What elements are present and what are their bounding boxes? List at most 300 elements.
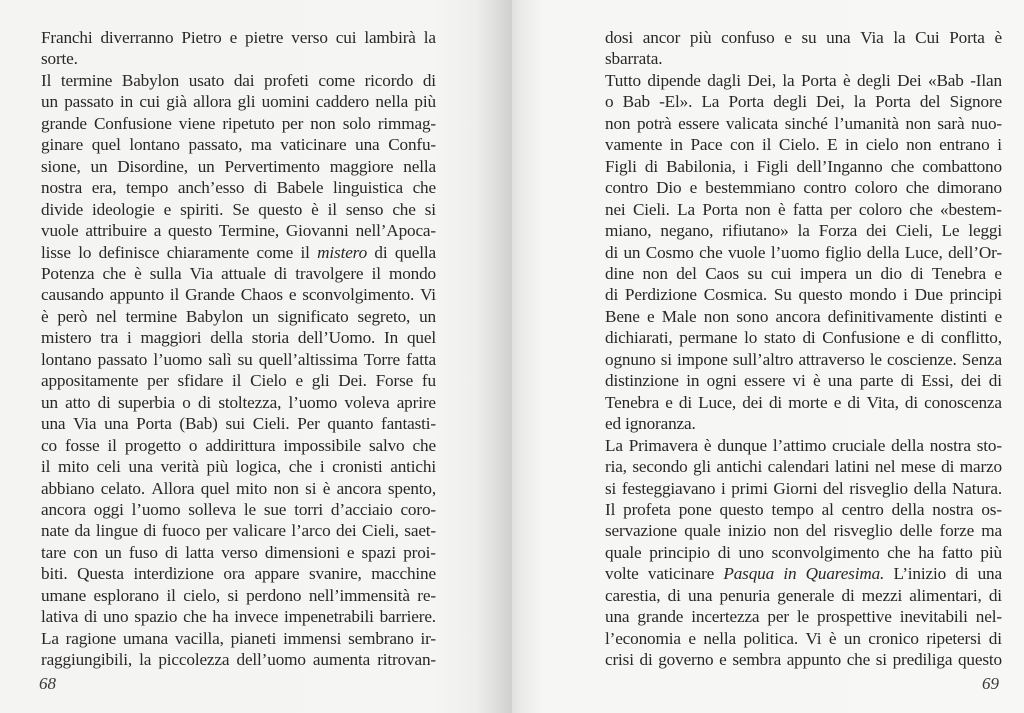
word: principio — [649, 542, 710, 562]
word: politica. — [743, 628, 798, 648]
word: Caos — [705, 263, 739, 283]
word: pietre — [245, 28, 284, 47]
word: ideologie — [92, 199, 155, 219]
word: Signore — [949, 92, 1002, 112]
word: i — [743, 156, 749, 176]
word: leggi — [968, 221, 1002, 241]
word: la — [782, 70, 795, 90]
word: valicata — [725, 113, 779, 133]
word: quel — [91, 135, 121, 155]
word: antichi — [716, 457, 763, 477]
word: biti. — [41, 564, 68, 584]
word: uomini — [261, 92, 310, 112]
word: su — [801, 28, 817, 47]
word: cruciale — [832, 435, 886, 455]
word: inevitabili — [899, 607, 968, 627]
word: torri — [294, 499, 324, 519]
word: che — [846, 650, 871, 670]
text-line — [605, 199, 1002, 220]
word: di — [253, 178, 267, 198]
word: del — [676, 263, 697, 283]
word: i — [720, 478, 726, 498]
word: In — [384, 328, 399, 348]
word: ginare — [41, 135, 84, 155]
word: lontano — [129, 135, 180, 155]
word: ha — [918, 542, 935, 562]
word: diverranno — [100, 28, 174, 47]
word: sconvolgimento — [771, 542, 880, 562]
word: ma — [250, 135, 272, 155]
word: mezzi — [861, 585, 903, 605]
word: vamente — [605, 135, 663, 155]
word: non — [773, 521, 799, 541]
word: Cieli. — [632, 199, 670, 219]
word: oggi — [93, 499, 124, 519]
word: Dio — [656, 178, 682, 198]
word: nella — [403, 156, 436, 176]
text-line — [605, 413, 1002, 434]
word: questo — [168, 221, 213, 241]
word: un — [623, 242, 641, 262]
word: del — [823, 478, 844, 498]
italic-word: in — [783, 564, 797, 584]
word: dei — [866, 221, 887, 241]
text-line — [605, 27, 1002, 48]
word: cui — [335, 28, 357, 47]
word: dai — [233, 70, 255, 90]
word: saet- — [404, 521, 436, 541]
word: alimentari, — [909, 585, 982, 605]
word: Babylon — [185, 306, 244, 326]
word: ripetersi — [926, 628, 982, 648]
text-line — [41, 177, 436, 198]
word: cronico — [868, 628, 919, 648]
word: profeti — [264, 70, 309, 90]
word: inizio — [727, 521, 767, 541]
word: celato. — [100, 478, 146, 498]
text-line — [41, 113, 436, 134]
text-line — [41, 27, 436, 48]
word: Vi — [420, 285, 436, 305]
word: in — [686, 371, 700, 391]
word: sbarrata. — [605, 49, 663, 69]
word: Per — [297, 414, 320, 434]
word: di — [644, 156, 658, 176]
word: solleva — [188, 499, 236, 519]
word: d’acciaio — [330, 499, 393, 519]
word: essere — [744, 371, 786, 391]
word: nel- — [975, 607, 1002, 627]
word: il — [327, 199, 337, 219]
word: definisce — [98, 242, 160, 262]
text-line — [605, 392, 1002, 413]
word: ora — [223, 564, 245, 584]
word: potrà — [636, 113, 672, 133]
word: di — [988, 628, 1002, 648]
word: conflitto, — [940, 328, 1002, 348]
word: grande — [41, 113, 87, 133]
word: Termine, — [218, 221, 280, 241]
word: non — [642, 263, 668, 283]
word: segreto, — [357, 306, 411, 326]
word: ria, — [605, 457, 627, 477]
word: ir- — [420, 628, 436, 648]
word: dio — [880, 263, 902, 283]
word: di — [904, 392, 918, 412]
word: l’attimo — [772, 435, 827, 455]
word: dell’Inganno — [796, 156, 883, 176]
word: aprire — [396, 392, 436, 412]
word: divide — [41, 199, 84, 219]
word: impera — [799, 263, 847, 283]
word: verso — [291, 28, 328, 47]
word: nel — [96, 306, 117, 326]
word: ma — [981, 521, 1002, 541]
word: in — [669, 135, 683, 155]
word: sarà — [937, 113, 965, 133]
word: volte — [605, 564, 639, 584]
word: barriere. — [379, 607, 436, 627]
word: cielo, — [183, 585, 220, 605]
word: gli — [237, 92, 256, 112]
word: per — [281, 113, 304, 133]
word: nate — [41, 521, 70, 541]
word: stoltezza, — [218, 392, 282, 412]
word: sconvolgimento. — [302, 285, 415, 305]
word: questo — [258, 199, 303, 219]
right-page-number: 69 — [982, 674, 999, 693]
word: lo — [744, 328, 758, 348]
word: Bab — [622, 92, 650, 112]
text-line — [41, 478, 436, 499]
word: si — [227, 585, 239, 605]
word: una — [826, 28, 851, 47]
word: Cielo — [250, 371, 287, 391]
word: permane — [679, 328, 738, 348]
word: che — [412, 435, 436, 455]
word: addirittura — [205, 435, 276, 455]
word: solo — [342, 113, 371, 133]
word: dell’Uomo. — [297, 328, 376, 348]
word: è — [322, 478, 331, 498]
word: da — [74, 521, 91, 541]
word: che — [909, 199, 933, 219]
word: il — [166, 585, 176, 605]
left-page-number: 68 — [39, 674, 56, 693]
word: Le — [941, 221, 960, 241]
word: ed — [605, 414, 626, 434]
word: parte — [859, 371, 894, 391]
word: contro — [803, 178, 847, 198]
word: ancor — [642, 28, 681, 47]
word: vuole — [727, 242, 766, 262]
word: come — [318, 70, 355, 90]
word: i — [126, 328, 132, 348]
text-line — [605, 499, 1002, 520]
word: è — [311, 199, 319, 219]
word: fu — [421, 371, 436, 391]
word: Pietro — [181, 28, 222, 47]
word: -Ilan — [970, 70, 1002, 90]
word: dei — [960, 371, 982, 391]
word: è — [777, 199, 786, 219]
word: una — [41, 414, 66, 434]
word: attraverso — [798, 349, 865, 369]
word: una — [687, 585, 713, 605]
word: Babilonia, — [666, 156, 736, 176]
word: è — [41, 306, 49, 326]
word: nell’immensità — [308, 585, 410, 605]
word: un — [855, 263, 873, 283]
word: dichiarati, — [605, 328, 673, 348]
word: di — [988, 585, 1002, 605]
word: vaticinare — [280, 135, 347, 155]
word: tempo — [771, 499, 814, 519]
text-line — [41, 48, 436, 69]
right-page — [512, 0, 1024, 713]
word: ignoranza. — [625, 414, 696, 434]
word: Cielo. — [778, 135, 820, 155]
word: dunque — [717, 435, 768, 455]
word: Natura. — [951, 478, 1002, 498]
word: appunto — [109, 285, 164, 305]
text-line — [41, 649, 436, 670]
word: viene — [178, 113, 216, 133]
word: termine — [60, 70, 113, 90]
word: nella — [703, 628, 736, 648]
word: e — [163, 199, 172, 219]
word: l’uomo — [131, 499, 181, 519]
word: gli — [693, 457, 711, 477]
left-page-body — [41, 27, 436, 671]
word: la — [797, 221, 810, 241]
word: Porta — [702, 199, 738, 219]
word: quella — [394, 242, 436, 262]
word: è — [828, 628, 837, 648]
word: di — [97, 392, 111, 412]
word: proi- — [403, 542, 436, 562]
word: governo — [658, 650, 714, 670]
word: festeggiavano — [621, 478, 716, 498]
word: il — [41, 457, 51, 477]
word: Cui — [915, 28, 940, 47]
word: La — [701, 92, 720, 112]
word: di — [605, 285, 619, 305]
word: della — [210, 328, 243, 348]
word: non — [906, 135, 932, 155]
word: il — [300, 242, 310, 262]
word: una — [355, 135, 380, 155]
word: Forza — [818, 221, 858, 241]
word: sulla — [149, 263, 182, 283]
word: si — [424, 199, 436, 219]
text-line — [605, 220, 1002, 241]
word: della — [891, 499, 925, 519]
word: Confu- — [388, 135, 436, 155]
word: l’uomo — [770, 242, 820, 262]
word: centro — [841, 499, 884, 519]
word: Disordine, — [117, 156, 188, 176]
word: un — [419, 306, 436, 326]
word: Vita, — [866, 392, 899, 412]
word: E — [827, 135, 838, 155]
word: per — [830, 199, 852, 219]
word: del — [805, 521, 827, 541]
word: fatto — [941, 542, 973, 562]
word: Tutto — [605, 70, 641, 90]
word: fatta — [792, 199, 823, 219]
word: vaticinare — [647, 564, 715, 584]
word: lambirà — [364, 28, 416, 47]
word: sue — [263, 499, 287, 519]
word: non — [273, 478, 299, 498]
word: e — [994, 263, 1002, 283]
word: chiaramente — [166, 242, 250, 262]
italic-word: Pasqua — [723, 564, 775, 584]
word: rifiutano» — [722, 221, 789, 241]
word: si — [305, 478, 317, 498]
word: o — [182, 392, 191, 412]
word: quel — [200, 478, 230, 498]
word: entrano — [939, 135, 990, 155]
word: Via — [860, 28, 884, 47]
word: passato — [64, 92, 114, 112]
word: contro — [605, 178, 649, 198]
text-line — [41, 156, 436, 177]
word: conoscenza — [924, 392, 1002, 412]
word: nostra — [929, 435, 971, 455]
word: della — [913, 478, 947, 498]
word: un — [104, 542, 122, 562]
word: di — [605, 242, 619, 262]
word: ancora — [775, 306, 821, 326]
word: fuso — [128, 542, 158, 562]
word: sembrano — [348, 628, 414, 648]
word: Figli — [756, 156, 789, 176]
word: salvo — [368, 435, 405, 455]
text-line — [605, 113, 1002, 134]
word: nostra — [41, 178, 83, 198]
word: celi — [96, 457, 121, 477]
word: non — [605, 113, 631, 133]
word: è — [994, 28, 1002, 47]
text-line — [41, 220, 436, 241]
word: e — [719, 650, 727, 670]
word: è — [843, 70, 851, 90]
word: sono — [736, 306, 769, 326]
text-line — [605, 91, 1002, 112]
word: che — [102, 263, 126, 283]
word: con — [73, 542, 98, 562]
word: tare — [41, 542, 67, 562]
text-line — [41, 306, 436, 327]
word: però — [57, 306, 88, 326]
word: il — [107, 435, 117, 455]
word: Confusione — [822, 328, 901, 348]
word: sinché — [784, 113, 828, 133]
word: delle — [899, 521, 933, 541]
word: dagli — [707, 70, 741, 90]
word: si — [605, 478, 617, 498]
word: Luce, — [904, 242, 943, 262]
word: nella — [375, 92, 409, 112]
word: il — [232, 371, 242, 391]
word: sembra — [732, 650, 782, 670]
word: di — [988, 371, 1002, 391]
word: grande — [637, 607, 684, 627]
text-line — [41, 349, 436, 370]
word: lo — [78, 242, 92, 262]
word: questo — [719, 499, 764, 519]
word: Vi — [805, 628, 822, 648]
word: anch’esso — [177, 178, 245, 198]
word: Questa — [77, 564, 124, 584]
word: tempo — [126, 178, 169, 198]
text-line — [41, 499, 436, 520]
word: Babylon — [121, 70, 180, 90]
word: è — [703, 435, 712, 455]
word: spazio — [134, 607, 178, 627]
word: come — [256, 242, 294, 262]
word: di — [639, 650, 653, 670]
word: Potenza — [41, 263, 95, 283]
word: os- — [981, 499, 1002, 519]
word: Pervertimento — [224, 156, 320, 176]
word: dipende — [647, 70, 701, 90]
word: del — [919, 92, 941, 112]
text-line — [41, 520, 436, 541]
word: dell’Or- — [948, 242, 1002, 262]
word: degli — [773, 92, 807, 112]
word: coloro — [854, 178, 898, 198]
word: interdizione — [133, 564, 214, 584]
word: cronisti — [332, 457, 383, 477]
word: Chaos — [240, 285, 283, 305]
word: atto — [65, 392, 91, 412]
word: spento, — [387, 478, 436, 498]
text-line — [605, 242, 1002, 263]
word: Giovanni — [285, 221, 349, 241]
word: logica, — [235, 457, 281, 477]
word: una — [977, 564, 1002, 584]
text-line — [41, 370, 436, 391]
word: calendari — [767, 457, 830, 477]
word: sione, — [41, 156, 81, 176]
word: generale — [777, 585, 835, 605]
word: quanto — [327, 414, 374, 434]
word: storia — [251, 328, 290, 348]
word: che — [905, 178, 930, 198]
word: «Bab — [928, 70, 964, 90]
word: nostra — [932, 499, 974, 519]
word: e — [688, 628, 696, 648]
word: una — [827, 371, 853, 391]
text-line — [41, 435, 436, 456]
word: rimmag- — [377, 113, 436, 133]
word: cielo — [865, 135, 899, 155]
word: un — [251, 306, 269, 326]
word: coro- — [400, 499, 436, 519]
word: Se — [232, 199, 250, 219]
word: e — [295, 371, 303, 391]
word: Allora — [151, 478, 195, 498]
word: sto- — [976, 435, 1002, 455]
word: uno — [103, 607, 129, 627]
word: e — [647, 306, 655, 326]
word: travolgere — [295, 263, 364, 283]
text-line — [41, 70, 436, 91]
word: raggiungibili, — [41, 650, 132, 670]
